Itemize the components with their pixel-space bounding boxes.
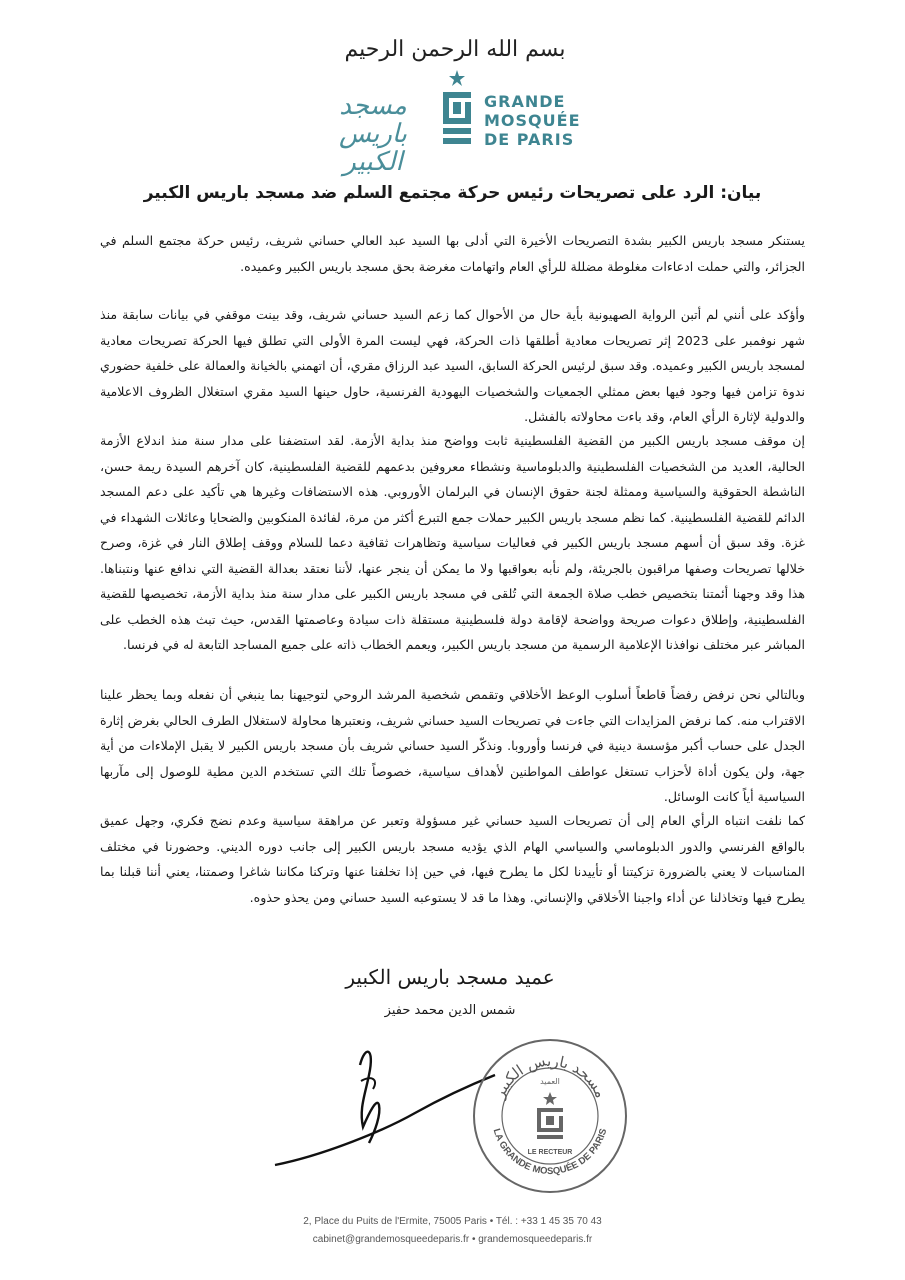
logo-word-3: DE PARIS — [484, 130, 575, 149]
logo-word-2: MOSQUÉE — [484, 111, 581, 130]
footer-separator: • — [489, 1216, 496, 1227]
seal-french-role: LE RECTEUR — [527, 1149, 573, 1156]
footer-website[interactable]: grandemosqueedeparis.fr — [478, 1234, 593, 1245]
paragraph-5: كما نلفت انتباه الرأي العام إلى أن تصريحات السيد حساني غير مسؤولة وتعبر عن مراهقة سياسية وعدم نضج فكري، وجهل عميق بالواقع الفرنسي والدور الدبلوماسي والسياسي الهام الذي يؤديه مسجد باريس الكبير إلى جانب دوره الديني. وحضورنا في مختلف المناسبات لا يعني بالضرورة تزكيتنا أو تأييدنا لكل ما يطرح فيها، في حين إذا تخلفنا عنها وتركنا مكاننا شاغرا وصمتنا، يعني أننا قبلنا بما يطرح فيها وتخاذلنا عن أداء واجبنا الأخلاقي والإنساني. وهذا ما قد لا يستوعبه السيد حساني ومن يحذو حذوه. — [100, 813, 805, 905]
signatory-name: شمس الدين محمد حفيز — [384, 1003, 516, 1018]
paragraph-1: يستنكر مسجد باريس الكبير بشدة التصريحات الأخيرة التي أدلى بها السيد عبد العالي حساني شريف، رئيس حركة مجتمع السلم في الجزائر، والتي حملت ادعاءات مغلوطة مضللة للرأي العام واتهامات مغرضة بحق مسجد باريس الكبير وعميده. — [100, 233, 805, 274]
basmala-calligraphy: بسم الله الرحمن الرحيم — [344, 37, 566, 62]
official-seal-stamp — [470, 1036, 630, 1196]
logo-word-1: GRANDE — [484, 92, 566, 111]
footer-address: 2, Place du Puits de l'Ermite, 75005 Paris — [303, 1216, 487, 1227]
mosque-logo-icon — [437, 68, 477, 148]
signatory-title: عميد مسجد باريس الكبير — [345, 965, 555, 989]
logo-arabic-calligraphy: مسجد باريس الكبير — [338, 91, 408, 177]
footer-phone: Tél. : +33 1 45 35 70 43 — [495, 1216, 602, 1227]
paragraph-4: وبالتالي نحن نرفض رفضاً قاطعاً أسلوب الوعظ الأخلاقي وتقمص شخصية المرشد الروحي لتوجيهنا بما ينبغي أن نفعله وبما يحظر علينا الاقتراب منه. كما نرفض المزايدات التي جاءت في تصريحات السيد حساني شريف، ونعتبرها محاولة لاستغلال الطرف الحالي بغرض إثارة الجدل على حساب أكبر مؤسسة دينية في فرنسا وأوروبا. ونذكّر السيد حساني شريف بأن مسجد باريس الكبير لا يقبل الإملاءات من أية جهة، ولن يكون أداة لأحزاب تستغل عواطف المواطنين لأهداف سياسية، خصوصاً تلك التي تستخدم الدين مطية للوصول إلى مآربها السياسية أياً كانت الوسائل. — [100, 687, 805, 804]
seal-french-name: LA GRANDE MOSQUÉE DE PARIS — [490, 1127, 610, 1178]
footer-separator: • — [471, 1234, 479, 1245]
statement-title: بيان: الرد على تصريحات رئيس حركة مجتمع السلم ضد مسجد باريس الكبير — [143, 183, 762, 203]
footer-web-line — [180, 1234, 725, 1245]
paragraph-2: وأؤكد على أنني لم أتبن الرواية الصهيونية بأية حال من الأحوال كما زعم السيد حساني شريف، وقد بينت موقفي في بيانات سابقة منذ شهر نوفمبر على 2023 إثر تصريحات معادية أطلقها ذات الحركة، فهي ليست المرة الأولى التي تطلق فيها الحركة تصريحات معادية لمسجد باريس الكبير وعميده. وقد سبق لرئيس الحركة السابق، السيد عبد الرزاق مقري، أن اتهمني بالخيانة والعمالة على خلفية حضوري ندوة تزامن فيها وجود فيها بعض ممثلي الجمعيات والشخصيات اليهودية الفرنسية، حاول حينها السيد مقري استغلال الظروف الاعلامية والدولية لإثارة الرأي العام، وقد باءت محاولاته بالفشل. — [100, 307, 806, 424]
footer-email[interactable]: cabinet@grandemosqueedeparis.fr — [312, 1234, 470, 1245]
seal-arabic-role: العميد — [540, 1077, 560, 1086]
footer-contact-line — [180, 1216, 725, 1227]
paragraph-3: إن موقف مسجد باريس الكبير من القضية الفلسطينية ثابت وواضح منذ بداية الأزمة. لقد استضفنا على مدار سنة منذ اندلاع الأزمة الحالية، العديد من الشخصيات الفلسطينية والدبلوماسية ونشطاء معروفين بدعمهم للقضية الفلسطينية، كان آخرهم السيدة ريمة حسن، الناشطة الحقوقية والسياسية وممثلة لجنة حقوق الإنسان في البرلمان الأوروبي. هذه الاستضافات وغيرها هي تأكيد على دعم المسجد الدائم للقضية الفلسطينية. كما نظم مسجد باريس الكبير حملات جمع التبرع أكثر من مرة، لفائدة المنكوبين والضحايا وعائلات الشهداء في غزة. وقد سبق أن أسهم مسجد باريس الكبير في فعاليات سياسية وتظاهرات ثقافية دعما للسلام ووقف إطلاق النار في غزة، وصرح خلالها تصريحات وصفها مراقبون بالجريئة، ولم نأبه بعواقبها ولا ما يمكن أن ينجر عنها، لأننا نعتقد بعدالة القضية التي ندافع عنها ونتبناها. هذا وقد وجهنا أئمتنا بتخصيص خطب صلاة الجمعة التي تُلقى في مسجد باريس الكبير على مدار سنة منذ بداية الأزمة، تخصيصها للقضية الفلسطينية، وإطلاق دعوات صريحة وواضحة لإقامة دولة فلسطينية مستقلة ذات سيادة وعاصمتها القدس، حيث تبث هذه الخطب على المباشر عبر مختلف نوافذنا الإعلامية الرسمية من مسجد باريس الكبير، ويعمم الخطاب ذاته على جميع المساجد التابعة له في فرنسا. — [100, 433, 805, 652]
logo-french-wordmark — [484, 92, 604, 152]
seal-arabic-text: مسجد باريس الكبير — [490, 1051, 610, 1101]
